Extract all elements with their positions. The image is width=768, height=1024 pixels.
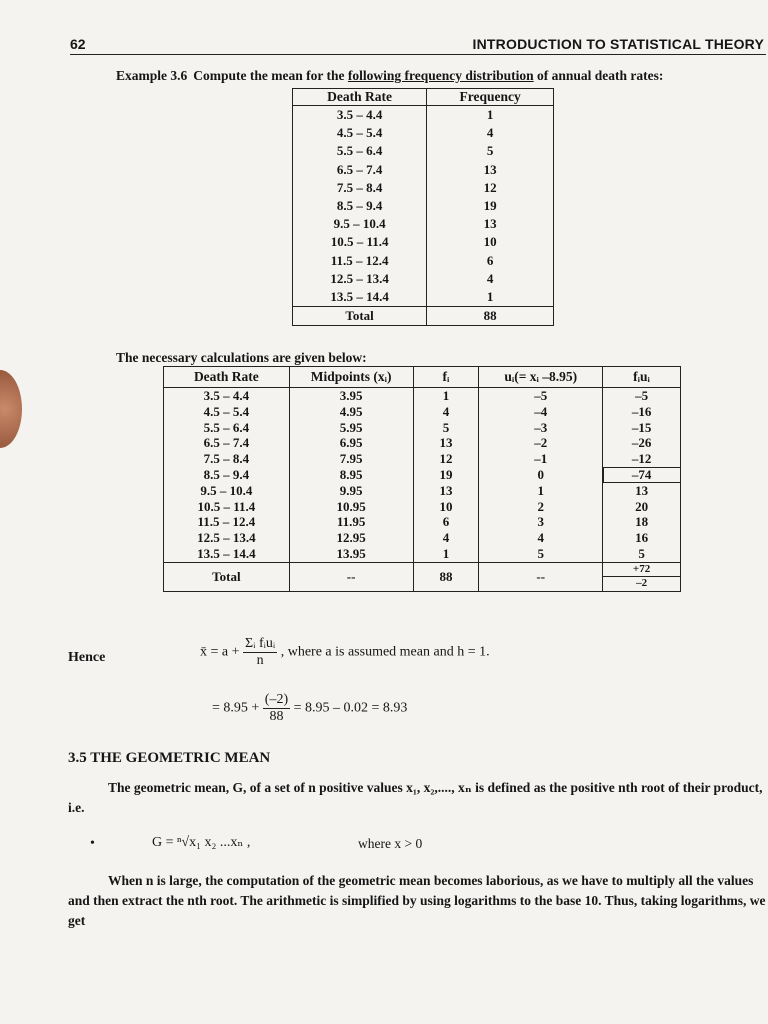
table-row: [293, 215, 554, 233]
frequency-cell: 1: [413, 388, 479, 404]
midpoint-cell: 5.95: [289, 420, 413, 436]
table-row: [293, 124, 554, 142]
deviation-cell: 1: [479, 483, 603, 499]
frequency-cell: 4: [413, 404, 479, 420]
product-cell: 18: [603, 514, 681, 530]
table-row: [164, 467, 681, 483]
example-statement: [116, 68, 663, 84]
death-rate-cell: 8.5 – 9.4: [293, 197, 427, 215]
thumb: [0, 370, 22, 448]
deviation-cell: –2: [479, 435, 603, 451]
column-header: Death Rate: [164, 367, 290, 388]
table-row: [164, 404, 681, 420]
product-cell: 16: [603, 530, 681, 546]
mean-calculation-denominator: 88: [269, 709, 284, 724]
total-label: Total: [293, 307, 427, 326]
product-cell: –5: [603, 388, 681, 404]
mean-formula-lhs: x̄ = a +: [200, 644, 240, 660]
column-header: fᵢuᵢ: [603, 367, 681, 388]
product-cell: –15: [603, 420, 681, 436]
death-rate-cell: 12.5 – 13.4: [164, 530, 290, 546]
bullet: •: [90, 836, 95, 851]
deviation-cell: 0: [479, 467, 603, 483]
frequency-cell: 6: [427, 252, 554, 270]
midpoint-cell: 6.95: [289, 435, 413, 451]
table-row: [164, 483, 681, 499]
page-number: 62: [70, 36, 86, 52]
table-row: [293, 197, 554, 215]
midpoint-cell: 3.95: [289, 388, 413, 404]
deviation-cell: –3: [479, 420, 603, 436]
mean-formula: [200, 636, 490, 669]
total-frequency: 88: [413, 562, 479, 591]
column-header: Midpoints (xᵢ): [289, 367, 413, 388]
midpoint-cell: 8.95: [289, 467, 413, 483]
death-rate-cell: 11.5 – 12.4: [164, 514, 290, 530]
running-title: INTRODUCTION TO STATISTICAL THEORY: [472, 36, 764, 52]
frequency-table-header-row: [293, 89, 554, 106]
death-rate-cell: 4.5 – 5.4: [293, 124, 427, 142]
frequency-cell: 5: [427, 142, 554, 160]
mean-calculation-fraction: [263, 692, 290, 725]
deviation-cell: –1: [479, 451, 603, 467]
table-row: [164, 420, 681, 436]
mean-formula-numerator: Σᵢ fᵢuᵢ: [245, 636, 276, 651]
table-row: [293, 179, 554, 197]
total-label: Total: [164, 562, 290, 591]
geometric-mean-formula: G = ⁿ√x₁ x₂ ...xₙ ,: [152, 835, 251, 850]
death-rate-cell: 13.5 – 14.4: [164, 546, 290, 562]
deviation-cell: –5: [479, 388, 603, 404]
midpoint-cell: 10.95: [289, 499, 413, 515]
midpoint-cell: 11.95: [289, 514, 413, 530]
table-row: [293, 270, 554, 288]
mean-calculation-result: = 8.95 – 0.02 = 8.93: [293, 700, 408, 716]
death-rate-cell: 9.5 – 10.4: [164, 483, 290, 499]
death-rate-cell: 7.5 – 8.4: [164, 451, 290, 467]
geometric-mean-condition: where x > 0: [358, 836, 423, 851]
mean-formula-condition: , where a is assumed mean and h = 1.: [280, 644, 490, 660]
deviation-cell: –4: [479, 404, 603, 420]
example-label: Example 3.6: [116, 68, 188, 83]
page-header: [70, 34, 766, 55]
death-rate-cell: 7.5 – 8.4: [293, 179, 427, 197]
column-header: fᵢ: [413, 367, 479, 388]
frequency-cell: 12: [413, 451, 479, 467]
calculation-table-header-row: [164, 367, 681, 388]
table-row: [293, 233, 554, 251]
deviation-cell: 5: [479, 546, 603, 562]
total-fu: [603, 562, 681, 591]
column-header: Frequency: [427, 89, 554, 106]
frequency-cell: 1: [427, 288, 554, 307]
death-rate-cell: 6.5 – 7.4: [164, 435, 290, 451]
mean-formula-denominator: n: [256, 653, 264, 668]
frequency-cell: 4: [413, 530, 479, 546]
midpoint-cell: 9.95: [289, 483, 413, 499]
midpoint-cell: 7.95: [289, 451, 413, 467]
death-rate-cell: 3.5 – 4.4: [293, 106, 427, 125]
product-cell: –74: [603, 467, 681, 483]
table-row: [164, 499, 681, 515]
product-cell: –12: [603, 451, 681, 467]
death-rate-cell: 6.5 – 7.4: [293, 161, 427, 179]
frequency-cell: 13: [413, 435, 479, 451]
calculation-table: [163, 366, 681, 592]
frequency-cell: 1: [413, 546, 479, 562]
product-cell: 13: [603, 483, 681, 499]
deviation-cell: 4: [479, 530, 603, 546]
table-row: [164, 514, 681, 530]
death-rate-cell: 8.5 – 9.4: [164, 467, 290, 483]
death-rate-cell: 12.5 – 13.4: [293, 270, 427, 288]
deviation-cell: 3: [479, 514, 603, 530]
frequency-cell: 13: [413, 483, 479, 499]
frequency-table: [292, 88, 554, 326]
calculation-table-body: [164, 388, 681, 563]
frequency-cell: 5: [413, 420, 479, 436]
frequency-table-body: [293, 106, 554, 307]
death-rate-cell: 9.5 – 10.4: [293, 215, 427, 233]
frequency-cell: 1: [427, 106, 554, 125]
column-header: Death Rate: [293, 89, 427, 106]
table-row: [164, 530, 681, 546]
table-row: [164, 546, 681, 562]
frequency-cell: 4: [427, 270, 554, 288]
table-row: [164, 451, 681, 467]
product-cell: 20: [603, 499, 681, 515]
calculation-intro: The necessary calculations are given below:: [116, 350, 367, 365]
geometric-mean-definition: The geometric mean, G, of a set of n positive values x₁, x₂,...., xₙ is defined as the positive nth root of their product, i.e.: [68, 780, 763, 815]
frequency-cell: 19: [413, 467, 479, 483]
midpoint-cell: 4.95: [289, 404, 413, 420]
death-rate-cell: 10.5 – 11.4: [293, 233, 427, 251]
frequency-cell: 13: [427, 215, 554, 233]
frequency-cell: 10: [427, 233, 554, 251]
total-frequency: 88: [427, 307, 554, 326]
frequency-cell: 6: [413, 514, 479, 530]
example-text-end: of annual death rates:: [533, 68, 664, 83]
frequency-cell: 4: [427, 124, 554, 142]
midpoint-cell: 13.95: [289, 546, 413, 562]
product-cell: –26: [603, 435, 681, 451]
table-row: [164, 435, 681, 451]
frequency-cell: 12: [427, 179, 554, 197]
total-midpoint: --: [289, 562, 413, 591]
product-cell: 5: [603, 546, 681, 562]
frequency-cell: 13: [427, 161, 554, 179]
death-rate-cell: 10.5 – 11.4: [164, 499, 290, 515]
total-fu-net: –2: [603, 576, 680, 590]
table-row: [293, 142, 554, 160]
mean-calculation: [212, 692, 407, 725]
frequency-table-total-row: [293, 307, 554, 326]
mean-formula-fraction: [243, 636, 277, 669]
death-rate-cell: 4.5 – 5.4: [164, 404, 290, 420]
total-fu-positive: +72: [632, 563, 651, 576]
death-rate-cell: 5.5 – 6.4: [293, 142, 427, 160]
example-text-underlined: following frequency distribution: [347, 68, 534, 83]
death-rate-cell: 11.5 – 12.4: [293, 252, 427, 270]
frequency-cell: 10: [413, 499, 479, 515]
table-row: [293, 106, 554, 125]
death-rate-cell: 5.5 – 6.4: [164, 420, 290, 436]
death-rate-cell: 13.5 – 14.4: [293, 288, 427, 307]
frequency-cell: 19: [427, 197, 554, 215]
section-heading: 3.5 THE GEOMETRIC MEAN: [68, 750, 271, 766]
midpoint-cell: 12.95: [289, 530, 413, 546]
table-row: [293, 288, 554, 307]
table-row: [293, 252, 554, 270]
calculation-table-total-row: [164, 562, 681, 591]
column-header: uᵢ(= xᵢ –8.95): [479, 367, 603, 388]
mean-calculation-numerator: (–2): [264, 692, 289, 707]
mean-calculation-prefix: = 8.95 +: [212, 700, 260, 716]
death-rate-cell: 3.5 – 4.4: [164, 388, 290, 404]
product-cell: –16: [603, 404, 681, 420]
table-row: [164, 388, 681, 404]
hence-label: Hence: [68, 650, 106, 665]
total-u: --: [479, 562, 603, 591]
deviation-cell: 2: [479, 499, 603, 515]
logarithm-paragraph: When n is large, the computation of the geometric mean becomes laborious, as we have to multiply all the values and then extract the nth root. The arithmetic is simplified by using logarithms to the base 10. Thus, taking logarithms, we get: [68, 873, 766, 928]
example-text-start: Compute the mean for the: [193, 68, 348, 83]
table-row: [293, 161, 554, 179]
